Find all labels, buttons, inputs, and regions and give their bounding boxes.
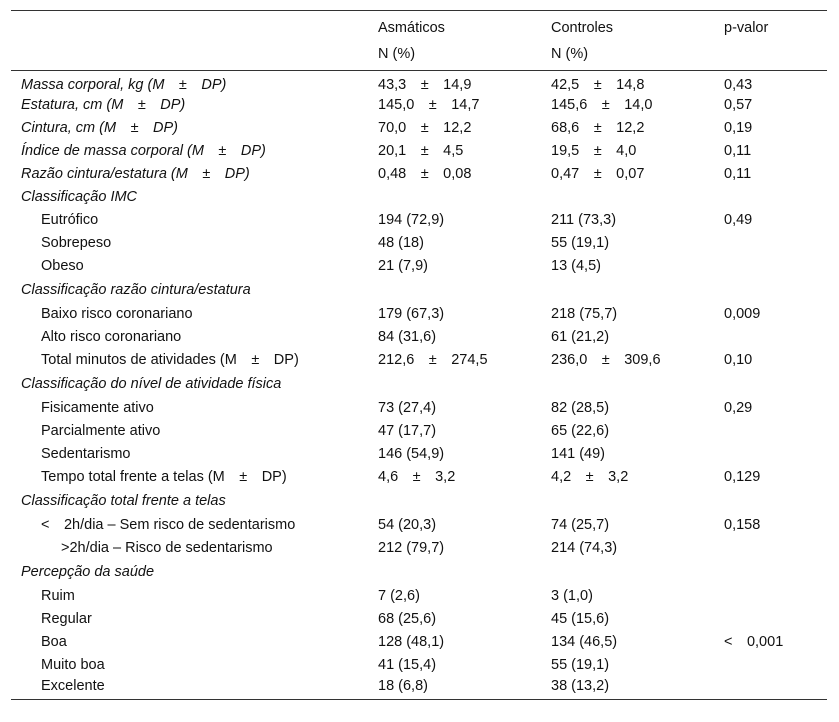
row-label: Sobrepeso — [41, 235, 112, 251]
cell-asmaticos: 73 (27,4) — [378, 400, 437, 416]
subheader-p-empty — [714, 41, 827, 71]
table-row — [11, 397, 827, 420]
table-row — [11, 654, 827, 677]
row-label: Classificação IMC — [21, 189, 138, 205]
row-label: Total minutos de atividades (M ± DP) — [41, 352, 299, 368]
cell-asmaticos: 145,0 ± 14,7 — [378, 97, 480, 113]
table-row — [11, 232, 827, 255]
cell-controles: 214 (74,3) — [551, 540, 618, 556]
table-row — [11, 163, 827, 186]
cell-controles: 55 (19,1) — [551, 657, 610, 673]
subheader-controles-n: N (%) — [541, 41, 714, 71]
row-label: Razão cintura/estatura (M ± DP) — [21, 166, 250, 182]
row-label: Sedentarismo — [41, 446, 131, 462]
table-row — [11, 489, 827, 514]
table-row — [11, 420, 827, 443]
cell-p-valor: 0,19 — [724, 120, 753, 136]
table-row — [11, 117, 827, 140]
cell-asmaticos: 70,0 ± 12,2 — [378, 120, 472, 136]
cell-asmaticos: 0,48 ± 0,08 — [378, 166, 472, 182]
cell-controles: 65 (22,6) — [551, 423, 610, 439]
table-header — [11, 11, 827, 71]
table-row — [11, 585, 827, 608]
table-row — [11, 303, 827, 326]
row-label: Estatura, cm (M ± DP) — [21, 97, 186, 113]
row-label: Classificação do nível de atividade física — [21, 376, 282, 392]
row-label: Tempo total frente a telas (M ± DP) — [41, 469, 287, 485]
row-label: Cintura, cm (M ± DP) — [21, 120, 178, 136]
table-row — [11, 466, 827, 489]
row-label: Obeso — [41, 258, 84, 274]
table-row — [11, 278, 827, 303]
header-asmaticos: Asmáticos — [378, 19, 445, 36]
table-row — [11, 186, 827, 209]
row-label: Baixo risco coronariano — [41, 306, 193, 322]
table-row — [11, 326, 827, 349]
cell-p-valor: 0,129 — [724, 469, 761, 485]
row-label: Classificação razão cintura/estatura — [21, 282, 251, 298]
table-row — [11, 372, 827, 397]
cell-controles: 0,47 ± 0,07 — [551, 166, 645, 182]
cell-controles — [541, 372, 714, 397]
cell-p-valor: 0,10 — [724, 352, 753, 368]
cell-controles — [541, 560, 714, 585]
row-label: Fisicamente ativo — [41, 400, 154, 416]
cell-controles: 82 (28,5) — [551, 400, 610, 416]
table-row — [11, 94, 827, 117]
cell-asmaticos — [368, 560, 541, 585]
cell-controles — [541, 278, 714, 303]
cell-controles: 19,5 ± 4,0 — [551, 143, 637, 159]
table-row — [11, 537, 827, 560]
cell-p-valor — [714, 537, 827, 560]
cell-asmaticos: 128 (48,1) — [378, 634, 445, 650]
cell-controles: 4,2 ± 3,2 — [551, 469, 629, 485]
table-row — [11, 608, 827, 631]
cell-asmaticos — [368, 186, 541, 209]
cell-controles: 218 (75,7) — [551, 306, 618, 322]
cell-controles — [541, 489, 714, 514]
row-label: Ruim — [41, 588, 75, 604]
cell-p-valor: < 0,001 — [724, 634, 784, 650]
cell-p-valor — [714, 585, 827, 608]
cell-p-valor — [714, 326, 827, 349]
cell-p-valor — [714, 372, 827, 397]
data-table — [11, 10, 827, 700]
cell-asmaticos: 212 (79,7) — [378, 540, 445, 556]
row-label: Alto risco coronariano — [41, 329, 182, 345]
data-table-container — [11, 10, 827, 700]
row-label: Massa corporal, kg (M ± DP) — [21, 77, 227, 94]
subheader-asmaticos-n: N (%) — [368, 41, 541, 71]
cell-asmaticos: 48 (18) — [378, 235, 424, 251]
row-label: Excelente — [41, 677, 105, 694]
cell-p-valor: 0,158 — [724, 517, 761, 533]
cell-controles — [541, 186, 714, 209]
cell-p-valor — [714, 608, 827, 631]
cell-asmaticos: 47 (17,7) — [378, 423, 437, 439]
cell-controles: 211 (73,3) — [551, 212, 617, 228]
cell-controles: 68,6 ± 12,2 — [551, 120, 645, 136]
cell-controles: 55 (19,1) — [551, 235, 610, 251]
cell-asmaticos — [368, 372, 541, 397]
cell-asmaticos: 68 (25,6) — [378, 611, 437, 627]
header-p-valor: p-valor — [724, 19, 769, 36]
cell-asmaticos: 146 (54,9) — [378, 446, 445, 462]
row-label: < 2h/dia – Sem risco de sedentarismo — [41, 517, 296, 533]
row-label: Eutrófico — [41, 212, 99, 228]
cell-p-valor — [714, 560, 827, 585]
cell-controles: 38 (13,2) — [551, 677, 610, 694]
cell-p-valor — [714, 186, 827, 209]
cell-asmaticos — [368, 489, 541, 514]
cell-p-valor: 0,11 — [724, 166, 752, 182]
cell-asmaticos: 194 (72,9) — [378, 212, 445, 228]
row-label: >2h/dia – Risco de sedentarismo — [61, 540, 273, 556]
cell-controles: 74 (25,7) — [551, 517, 610, 533]
row-label: Regular — [41, 611, 92, 627]
header-empty-cell — [11, 11, 368, 41]
cell-p-valor — [714, 278, 827, 303]
table-row — [11, 349, 827, 372]
table-row — [11, 631, 827, 654]
cell-p-valor — [714, 489, 827, 514]
cell-p-valor — [714, 232, 827, 255]
cell-controles: 61 (21,2) — [551, 329, 610, 345]
table-row — [11, 560, 827, 585]
table-row — [11, 140, 827, 163]
cell-p-valor: 0,29 — [724, 400, 753, 416]
row-label: Parcialmente ativo — [41, 423, 161, 439]
table-row — [11, 677, 827, 700]
cell-p-valor: 0,49 — [724, 212, 753, 228]
cell-p-valor — [714, 255, 827, 278]
cell-controles: 141 (49) — [551, 446, 606, 462]
cell-asmaticos: 179 (67,3) — [378, 306, 445, 322]
cell-controles: 145,6 ± 14,0 — [551, 97, 653, 113]
table-row — [11, 514, 827, 537]
cell-asmaticos: 4,6 ± 3,2 — [378, 469, 456, 485]
cell-p-valor — [714, 677, 827, 700]
cell-controles: 45 (15,6) — [551, 611, 610, 627]
header-row — [11, 11, 827, 41]
cell-p-valor: 0,43 — [724, 77, 753, 94]
cell-controles: 13 (4,5) — [551, 258, 601, 274]
cell-asmaticos: 54 (20,3) — [378, 517, 437, 533]
cell-asmaticos: 7 (2,6) — [378, 588, 420, 604]
table-body — [11, 71, 827, 700]
table-row — [11, 71, 827, 94]
cell-p-valor — [714, 420, 827, 443]
cell-p-valor — [714, 654, 827, 677]
cell-controles: 42,5 ± 14,8 — [551, 77, 645, 94]
cell-p-valor: 0,009 — [724, 306, 761, 322]
cell-p-valor: 0,11 — [724, 143, 752, 159]
row-label: Muito boa — [41, 657, 105, 673]
row-label: Percepção da saúde — [21, 564, 155, 580]
header-controles: Controles — [551, 19, 614, 36]
cell-asmaticos: 41 (15,4) — [378, 657, 437, 673]
cell-asmaticos: 21 (7,9) — [378, 258, 428, 274]
table-row — [11, 255, 827, 278]
cell-asmaticos — [368, 278, 541, 303]
cell-asmaticos: 43,3 ± 14,9 — [378, 77, 472, 94]
cell-asmaticos: 20,1 ± 4,5 — [378, 143, 464, 159]
cell-asmaticos: 212,6 ± 274,5 — [378, 352, 488, 368]
row-label: Índice de massa corporal (M ± DP) — [21, 143, 266, 159]
header-subrow — [11, 41, 827, 71]
row-label: Boa — [41, 634, 67, 650]
table-row — [11, 209, 827, 232]
row-label: Classificação total frente a telas — [21, 493, 226, 509]
table-row — [11, 443, 827, 466]
cell-p-valor: 0,57 — [724, 97, 753, 113]
cell-asmaticos: 18 (6,8) — [378, 677, 428, 694]
subheader-empty-cell — [11, 41, 368, 71]
cell-asmaticos: 84 (31,6) — [378, 329, 437, 345]
cell-controles: 134 (46,5) — [551, 634, 618, 650]
cell-controles: 236,0 ± 309,6 — [551, 352, 661, 368]
cell-controles: 3 (1,0) — [551, 588, 593, 604]
cell-p-valor — [714, 443, 827, 466]
